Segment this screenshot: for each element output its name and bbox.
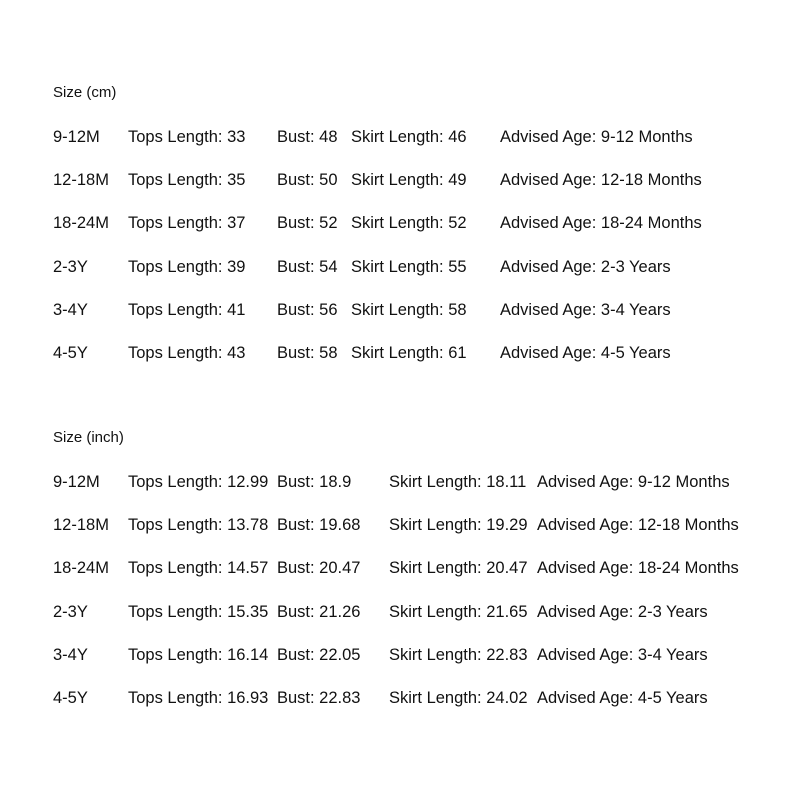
bust-cell: Bust: 18.9 <box>277 473 352 491</box>
tops-length-cell: Tops Length: 16.14 <box>128 645 269 664</box>
table-row <box>53 558 739 601</box>
size-cell: 3-4Y <box>53 300 88 319</box>
bust-cell: Bust: 52 <box>277 214 338 233</box>
table-row <box>53 300 671 343</box>
skirt-length-cell: Skirt Length: 20.47 <box>389 559 528 578</box>
bust-cell: Bust: 19.68 <box>277 516 361 535</box>
table-row <box>53 170 702 213</box>
skirt-length-cell: Skirt Length: 52 <box>351 214 467 233</box>
bust-cell: Bust: 50 <box>277 171 338 190</box>
bust-cell: Bust: 22.83 <box>277 688 361 707</box>
skirt-length-cell: Skirt Length: 24.02 <box>389 688 528 707</box>
size-cell: 2-3Y <box>53 257 88 276</box>
skirt-length-cell: Skirt Length: 61 <box>351 343 467 362</box>
advised-age-cell: Advised Age: 12-18 Months <box>537 516 739 535</box>
skirt-length-cell: Skirt Length: 18.11 <box>389 473 527 491</box>
size-cell: 9-12M <box>53 128 100 146</box>
tops-length-cell: Tops Length: 33 <box>128 128 246 146</box>
advised-age-cell: Advised Age: 3-4 Years <box>500 300 671 319</box>
tops-length-cell: Tops Length: 41 <box>128 300 246 319</box>
table-row <box>53 343 671 386</box>
bust-cell: Bust: 22.05 <box>277 645 361 664</box>
advised-age-cell: Advised Age: 18-24 Months <box>500 214 702 233</box>
advised-age-cell: Advised Age: 2-3 Years <box>500 257 671 276</box>
size-cell: 3-4Y <box>53 645 88 664</box>
bust-cell: Bust: 48 <box>277 128 338 146</box>
bust-cell: Bust: 58 <box>277 343 338 362</box>
table-row <box>53 515 739 558</box>
bust-cell: Bust: 20.47 <box>277 559 361 578</box>
skirt-length-cell: Skirt Length: 19.29 <box>389 516 528 535</box>
skirt-length-cell: Skirt Length: 49 <box>351 171 467 190</box>
bust-cell: Bust: 54 <box>277 257 338 276</box>
tops-length-cell: Tops Length: 12.99 <box>128 473 269 491</box>
size-chart-inch <box>53 429 739 731</box>
advised-age-cell: Advised Age: 4-5 Years <box>537 688 708 707</box>
skirt-length-cell: Skirt Length: 22.83 <box>389 645 528 664</box>
advised-age-cell: Advised Age: 9-12 Months <box>500 128 693 146</box>
tops-length-cell: Tops Length: 13.78 <box>128 516 269 535</box>
size-chart-cm-rows <box>53 127 702 386</box>
size-chart-inch-rows <box>53 472 739 731</box>
advised-age-cell: Advised Age: 3-4 Years <box>537 645 708 664</box>
skirt-length-cell: Skirt Length: 58 <box>351 300 467 319</box>
table-row <box>53 472 730 515</box>
size-cell: 18-24M <box>53 559 109 578</box>
size-cell: 4-5Y <box>53 688 88 707</box>
size-cell: 12-18M <box>53 516 109 535</box>
tops-length-cell: Tops Length: 43 <box>128 343 246 362</box>
advised-age-cell: Advised Age: 18-24 Months <box>537 559 739 578</box>
size-cell: 4-5Y <box>53 343 88 362</box>
size-chart-inch-title: Size (inch) <box>53 429 124 446</box>
tops-length-cell: Tops Length: 39 <box>128 257 246 276</box>
table-row <box>53 602 708 645</box>
table-row <box>53 688 708 731</box>
skirt-length-cell: Skirt Length: 21.65 <box>389 602 528 621</box>
advised-age-cell: Advised Age: 2-3 Years <box>537 602 708 621</box>
tops-length-cell: Tops Length: 35 <box>128 171 246 190</box>
tops-length-cell: Tops Length: 16.93 <box>128 688 269 707</box>
size-chart-cm-title: Size (cm) <box>53 84 117 101</box>
advised-age-cell: Advised Age: 12-18 Months <box>500 171 702 190</box>
skirt-length-cell: Skirt Length: 46 <box>351 128 467 146</box>
table-row <box>53 127 693 170</box>
advised-age-cell: Advised Age: 9-12 Months <box>537 473 730 491</box>
size-cell: 2-3Y <box>53 602 88 621</box>
size-cell: 18-24M <box>53 214 109 233</box>
advised-age-cell: Advised Age: 4-5 Years <box>500 343 671 362</box>
bust-cell: Bust: 21.26 <box>277 602 361 621</box>
size-chart-cm <box>53 84 702 386</box>
table-row <box>53 257 671 300</box>
tops-length-cell: Tops Length: 15.35 <box>128 602 269 621</box>
skirt-length-cell: Skirt Length: 55 <box>351 257 467 276</box>
bust-cell: Bust: 56 <box>277 300 338 319</box>
tops-length-cell: Tops Length: 14.57 <box>128 559 269 578</box>
size-cell: 12-18M <box>53 171 109 190</box>
table-row <box>53 213 702 256</box>
tops-length-cell: Tops Length: 37 <box>128 214 246 233</box>
size-cell: 9-12M <box>53 473 100 491</box>
table-row <box>53 645 708 688</box>
